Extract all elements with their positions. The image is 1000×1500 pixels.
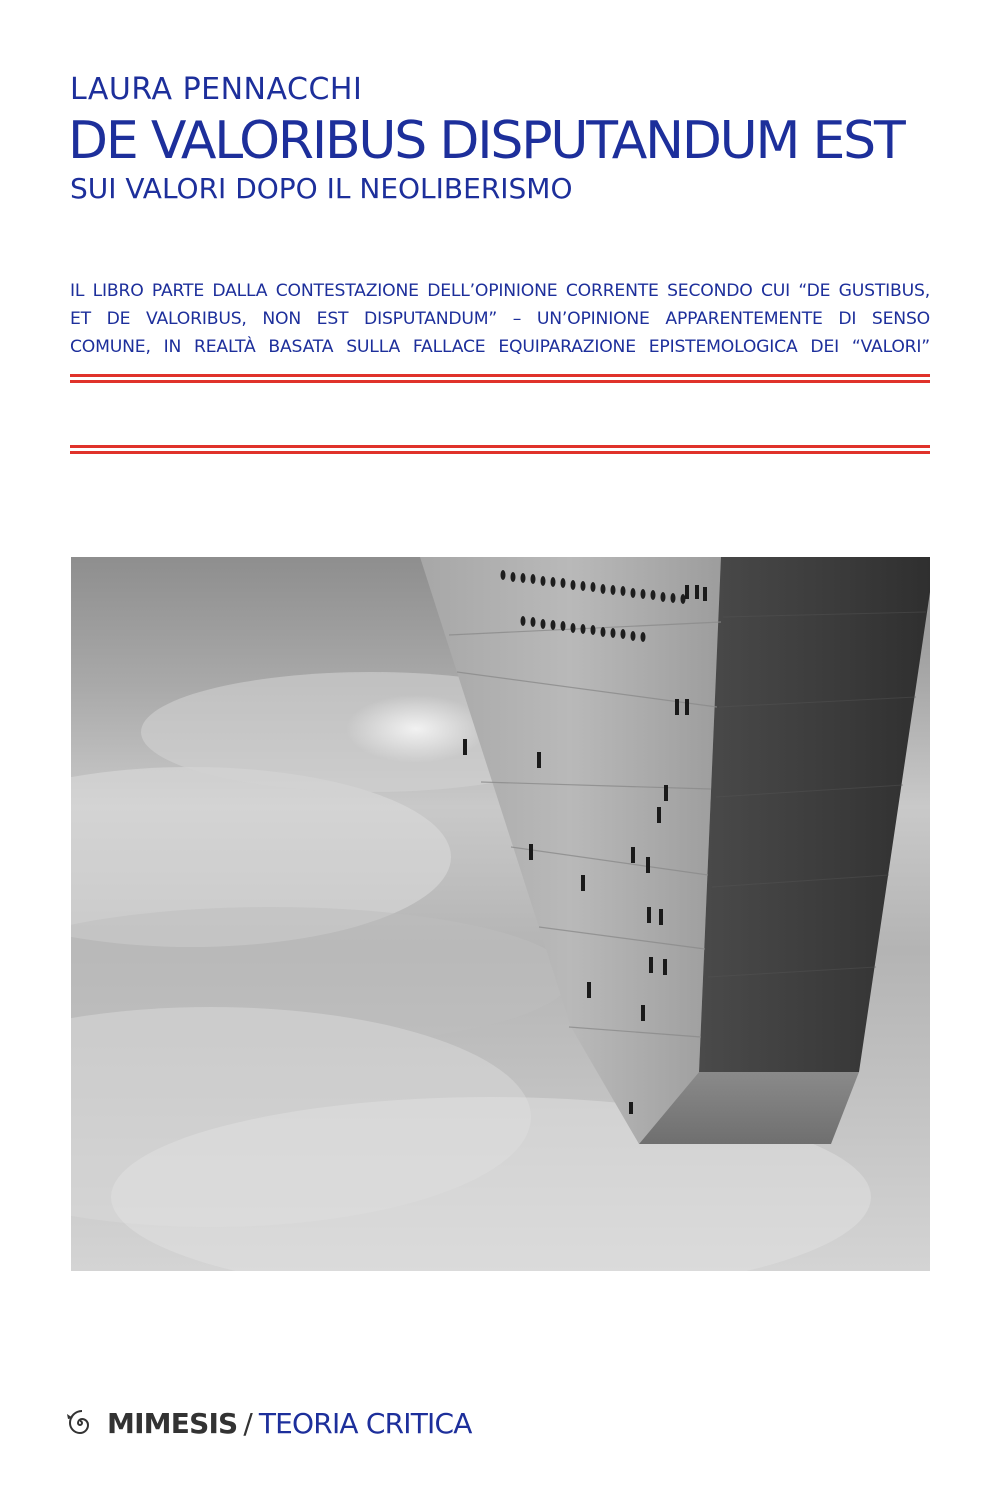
author-name: LAURA PENNACCHI <box>70 72 363 107</box>
red-double-rule-bottom <box>70 445 930 454</box>
blurb-line: IL LIBRO PARTE DALLA CONTESTAZIONE DELL’OPINIONE CORRENTE SECONDO CUI “DE GUSTIBUS, <box>70 281 930 301</box>
book-title: DE VALORIBUS DISPUTANDUM EST <box>68 111 904 171</box>
cover-blurb <box>70 277 930 361</box>
red-double-rule-top <box>70 374 930 383</box>
blurb-line: ET DE VALORIBUS, NON EST DISPUTANDUM” – UN’OPINIONE APPARENTEMENTE DI SENSO <box>70 309 930 329</box>
footer-separator: / <box>243 1406 253 1440</box>
book-subtitle: SUI VALORI DOPO IL NEOLIBERISMO <box>70 172 573 205</box>
publisher-footer <box>65 1398 472 1448</box>
blurb-line: COMUNE, IN REALTÀ BASATA SULLA FALLACE EQUIPARAZIONE EPISTEMOLOGICA DEI “VALORI” <box>70 337 930 357</box>
publisher-name: MIMESIS <box>107 1406 238 1440</box>
series-name: TEORIA CRITICA <box>258 1406 472 1440</box>
spiral-shell-icon <box>65 1408 95 1438</box>
cover-photo <box>71 557 930 1271</box>
